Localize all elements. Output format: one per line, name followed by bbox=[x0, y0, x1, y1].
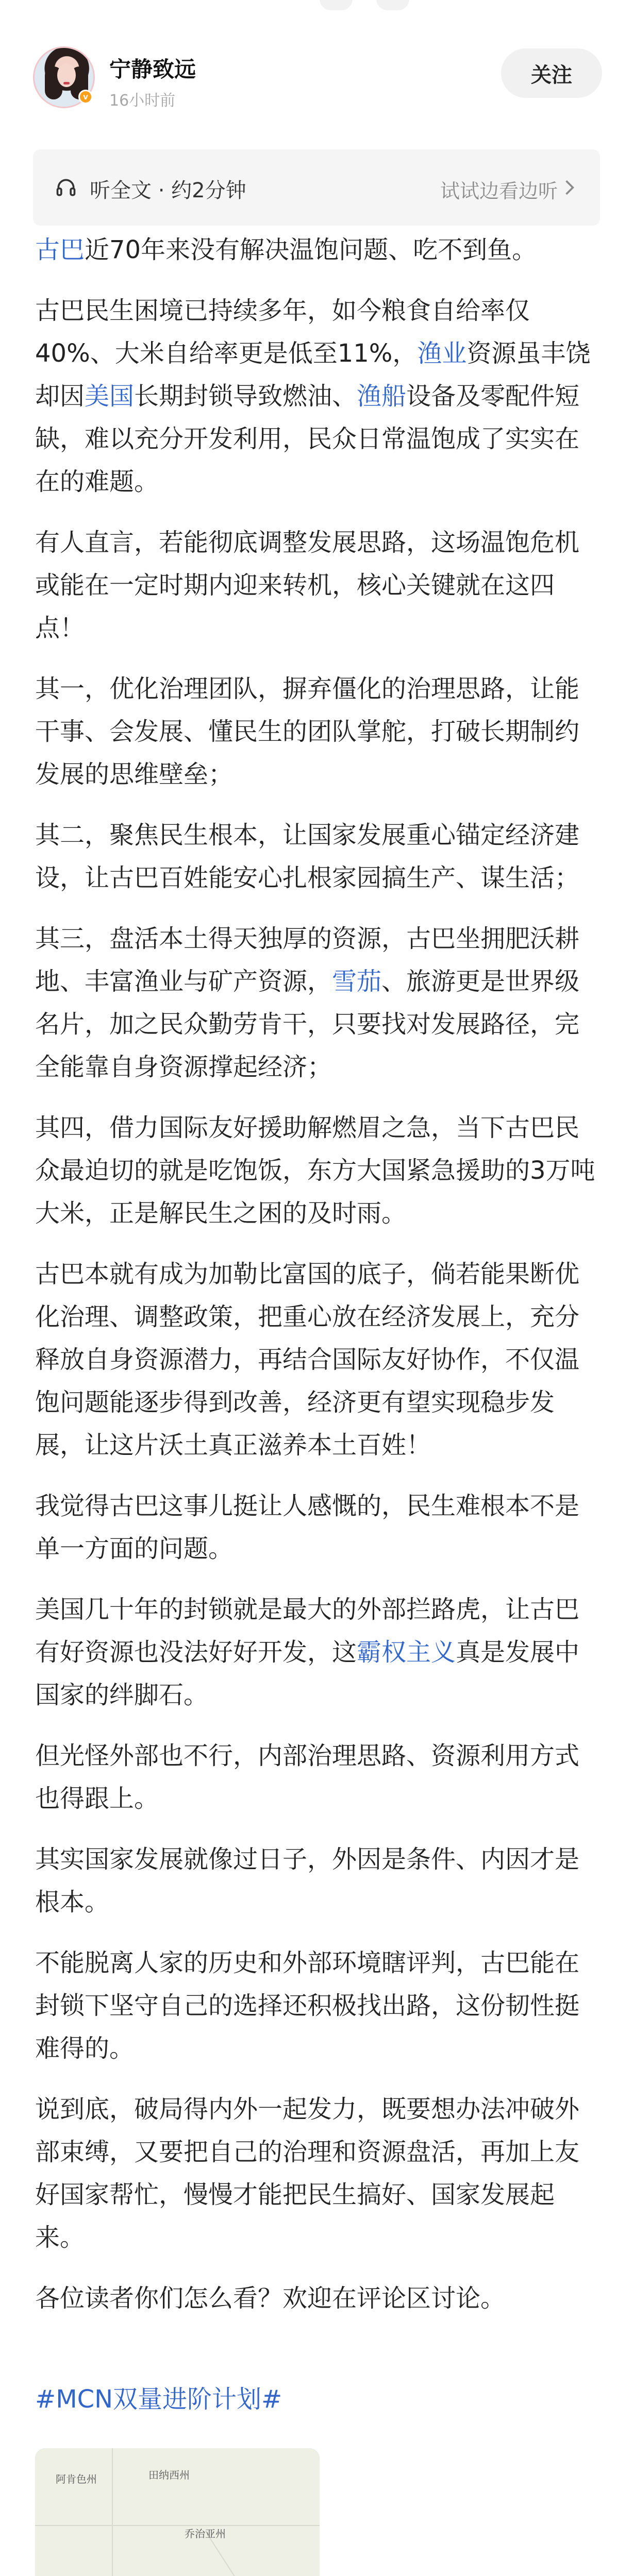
paragraph: 说到底，破局得内外一起发力，既要想办法冲破外部束缚，又要把自己的治理和资源盘活，再加上友好国家帮忙，慢慢才能把民生搞好、国家发展起来。 bbox=[35, 2095, 580, 2252]
paragraph: 其实国家发展就像过日子，外因是条件、内因才是根本。 bbox=[35, 1845, 580, 1917]
map-label: 阿肯色州 bbox=[56, 2473, 97, 2485]
toolbar-button[interactable] bbox=[376, 0, 409, 10]
paragraph: 其四，借力国际友好援助解燃眉之急，当下古巴民众最迫切的就是吃饱饭，东方大国紧急援助的3万吨大米，正是解民生之困的及时雨。 bbox=[35, 1113, 595, 1228]
paragraph: 有人直言，若能彻底调整发展思路，这场温饱危机或能在一定时期内迎来转机，核心关键就在这四点！ bbox=[35, 528, 580, 642]
paragraph-text: 美国几十年的封锁就是最大的外部拦路虎，让古巴有好资源也没法好好开发，这 bbox=[35, 1595, 580, 1667]
headphones-icon bbox=[55, 176, 77, 199]
paragraph-text: 、旅游更是世界级名片，加之民众勤劳肯干，只要找对发展路径，完全能靠自身资源撑起经济； bbox=[35, 967, 580, 1081]
avatar-lips bbox=[63, 82, 70, 84]
article-body bbox=[35, 229, 602, 2338]
paragraph: 其一，优化治理团队，摒弃僵化的治理思路，让能干事、会发展、懂民生的团队掌舵，打破长期制约发展的思维壁垒； bbox=[35, 674, 580, 789]
paragraph-text: 近70年来没有解决温饱问题、吃不到鱼。 bbox=[85, 235, 537, 264]
top-toolbar-remnant bbox=[0, 0, 633, 21]
paragraph bbox=[35, 1588, 602, 1717]
inline-link[interactable]: 霸权主义 bbox=[357, 1638, 456, 1667]
paragraph: 各位读者你们怎么看？欢迎在评论区讨论。 bbox=[35, 2284, 506, 2313]
paragraph: 不能脱离人家的历史和外部环境瞎评判，古巴能在封锁下坚守自己的选择还积极找出路，这份韧性挺难得的。 bbox=[35, 1948, 580, 2063]
listen-bar[interactable] bbox=[33, 149, 600, 226]
author-name[interactable]: 宁静致远 bbox=[109, 57, 196, 82]
map-label: 乔治亚州 bbox=[185, 2528, 226, 2540]
paragraph-text: 资源虽丰饶却因 bbox=[35, 339, 591, 411]
listen-hint: 试试边看边听 bbox=[440, 180, 558, 202]
paragraph-text: 长期封锁导致燃油、 bbox=[134, 382, 357, 411]
paragraph: 其二，聚焦民生根本，让国家发展重心锚定经济建设，让古巴百姓能安心扎根家园搞生产、谋生活； bbox=[35, 821, 580, 892]
author-header bbox=[31, 40, 602, 123]
verified-badge-icon: v bbox=[78, 90, 93, 104]
paragraph: 但光怪外部也不行，内部治理思路、资源利用方式也得跟上。 bbox=[35, 1741, 580, 1813]
paragraph bbox=[35, 918, 602, 1089]
map-image[interactable] bbox=[35, 2448, 320, 2576]
post-time: 16小时前 bbox=[109, 92, 176, 110]
hashtag-link[interactable]: #MCN双量进阶计划# bbox=[35, 2385, 282, 2414]
paragraph: 古巴本就有成为加勒比富国的底子，倘若能果断优化治理、调整政策，把重心放在经济发展上，充分释放自身资源潜力，再结合国际友好协作，不仅温饱问题能逐步得到改善，经济更有望实现稳步发展，让这片沃土真正滋养本土百姓！ bbox=[35, 1260, 580, 1460]
chevron-right-icon bbox=[558, 176, 580, 199]
map-label: 田纳西州 bbox=[148, 2469, 190, 2481]
paragraph: 我觉得古巴这事儿挺让人感慨的，民生难根本不是单一方面的问题。 bbox=[35, 1492, 580, 1563]
paragraph-text: 古巴民生困境已持续多年，如今粮食自给率仅40%、大米自给率更是低至11%， bbox=[35, 296, 530, 368]
follow-button[interactable]: 关注 bbox=[501, 48, 602, 98]
paragraph-text: 真是发展中国家的绊脚石。 bbox=[35, 1638, 580, 1709]
inline-link[interactable]: 雪茄 bbox=[332, 967, 382, 996]
toolbar-button[interactable] bbox=[320, 0, 353, 10]
paragraph bbox=[35, 290, 602, 503]
paragraph bbox=[35, 229, 602, 272]
listen-label: 听全文 · 约2分钟 bbox=[90, 179, 246, 202]
paragraph-text: 设备及零配件短缺，难以充分开发利用，民众日常温饱成了实实在在的难题。 bbox=[35, 382, 580, 496]
inline-link[interactable]: 美国 bbox=[85, 382, 135, 411]
inline-link[interactable]: 渔船 bbox=[357, 382, 407, 411]
inline-link[interactable]: 渔业 bbox=[417, 339, 467, 368]
inline-link[interactable]: 古巴 bbox=[35, 235, 85, 264]
paragraph-text: 其三，盘活本土得天独厚的资源，古巴坐拥肥沃耕地、丰富渔业与矿产资源， bbox=[35, 924, 580, 996]
